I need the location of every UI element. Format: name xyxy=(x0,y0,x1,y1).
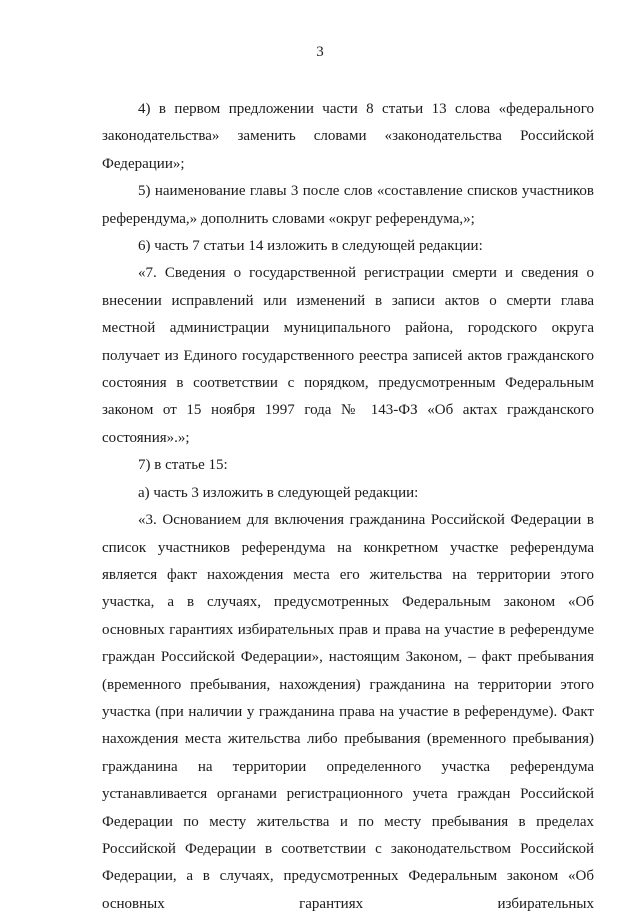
paragraph-item-5: 5) наименование главы 3 после слов «составление списков участников референдума,» дополнить словами «округ референдума,»; xyxy=(102,183,594,227)
paragraph-quoted-part-3: «3. Основанием для включения гражданина Российской Федерации в список участников референдума на конкретном участке референдума является факт нахождения места его жительства на территории этого участка, а в случаях, предусмотренных Федеральным законом «Об основных гарантиях избирательных прав и права на участие в референдуме граждан Российской Федерации», настоящим Законом, – факт пребывания (временного пребывания, нахождения) гражданина на территории этого участка (при наличии у гражданина права на участие в референдуме). Факт нахождения места жительства либо пребывания (временного пребывания) гражданина на территории определенного участка референдума устанавливается органами регистрационного учета граждан Российской Федерации по месту жительства и по месту пребывания в пределах Российской Федерации в соответствии с законодательством Российской Федерации, а в случаях, предусмотренных Федеральным законом «Об основных гарантиях избирательных xyxy=(102,512,594,912)
paragraph-subitem-a: а) часть 3 изложить в следующей редакции: xyxy=(138,484,419,501)
page-number: 3 xyxy=(316,44,324,60)
document-body xyxy=(102,96,594,918)
paragraph-item-7: 7) в статье 15: xyxy=(138,457,228,474)
paragraph-quoted-part-7: «7. Сведения о государственной регистрации смерти и сведения о внесении исправлений или изменений в записи актов о смерти глава местной администрации муниципального района, городского округа получает из Единого государственного реестра записей актов гражданского состояния в соответствии с порядком, предусмотренным Федеральным законом от 15 ноября 1997 года № 143-ФЗ «Об актах гражданского состояния».»; xyxy=(102,265,594,446)
paragraph-item-4: 4) в первом предложении части 8 статьи 13 слова «федерального законодательства» заменить словами «законодательства Российской Федерации»; xyxy=(102,101,594,172)
paragraph-item-6: 6) часть 7 статьи 14 изложить в следующей редакции: xyxy=(138,238,483,255)
